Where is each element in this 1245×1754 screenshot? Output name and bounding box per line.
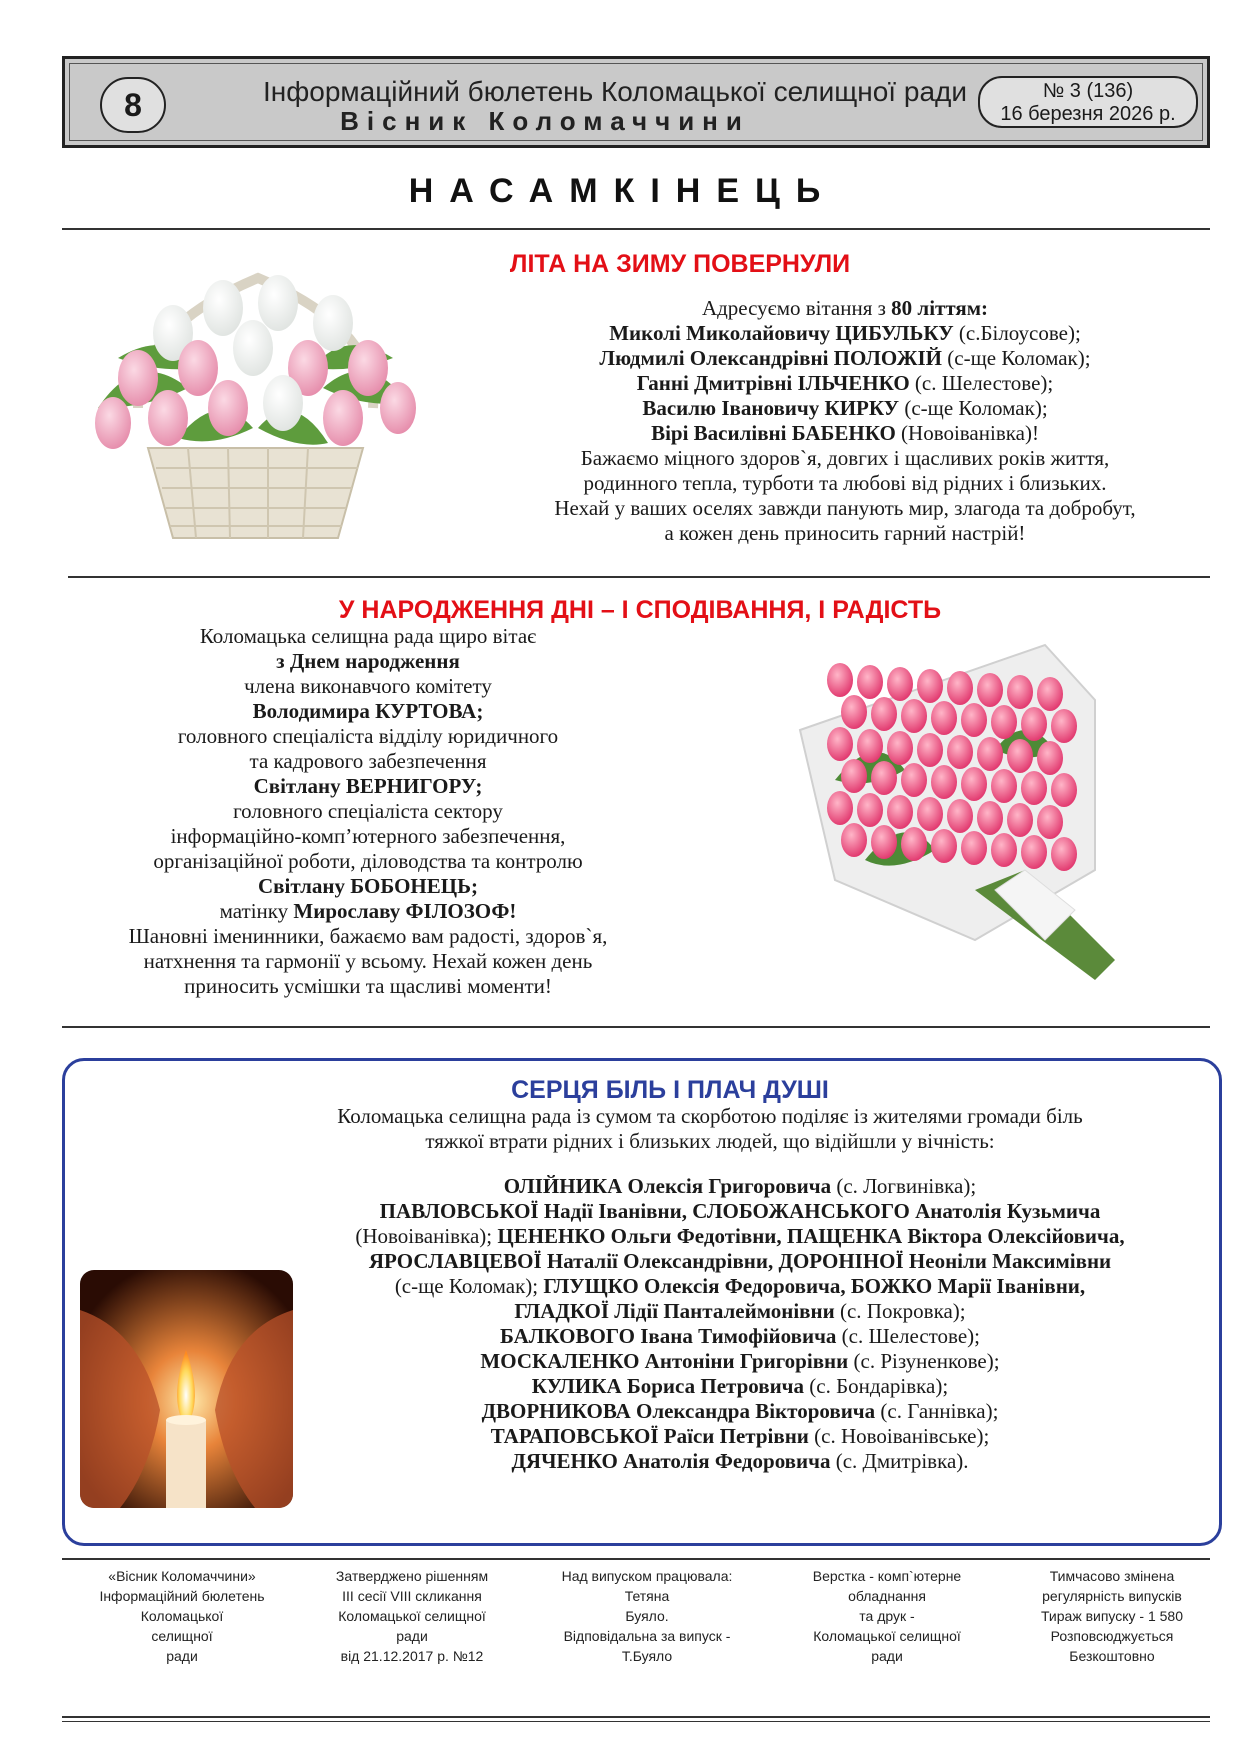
tulip-head (871, 825, 897, 859)
tulip-head (991, 705, 1017, 739)
birthday-line: Коломацька селищна рада щиро вітає (199, 624, 537, 648)
birthday-line: Володимира КУРТОВА; (252, 699, 484, 723)
header-inner-frame (69, 63, 1203, 141)
tulip-head (841, 823, 867, 857)
memorial-line: МОСКАЛЕНКО Антоніни Григорівни (с. Різуненкове); (480, 1349, 1000, 1373)
tulip-head (901, 827, 927, 861)
footer-text: Коломацької селищної (338, 1608, 486, 1624)
tulip-head (947, 735, 973, 769)
page-number: 8 (100, 77, 166, 133)
footer-text: ради (871, 1648, 903, 1664)
honoree-line: Вірі Василівні БАБЕНКО (Новоіванівка)! (651, 421, 1039, 445)
footer-imprint (62, 1566, 1222, 1706)
footer-text: III сесії VIII скликання (342, 1588, 482, 1604)
birthday-line: приносить усмішки та щасливі моменти! (184, 974, 552, 998)
divider (62, 228, 1210, 230)
tulip-head (857, 665, 883, 699)
footer-text: Тетяна (624, 1588, 670, 1604)
tulip-head (977, 737, 1003, 771)
birthday-line: Шановні іменинники, бажаємо вам радості, здоров`я, (128, 924, 608, 948)
tulip-head (977, 673, 1003, 707)
tulip-head (1051, 709, 1077, 743)
footer-text: Тираж випуску - 1 580 (1040, 1608, 1184, 1624)
tulip-head (991, 833, 1017, 867)
divider (68, 576, 1210, 578)
footer-text: Тимчасово змінена (1049, 1568, 1175, 1584)
footer-col-layout (787, 1566, 987, 1666)
footer-text: регулярність випусків (1042, 1588, 1182, 1604)
tulip-head (961, 703, 987, 737)
memorial-list (280, 1174, 1200, 1474)
footer-col-publication (82, 1566, 282, 1666)
footer-text: Т.Буяло (621, 1648, 673, 1664)
memorial-line: ДЯЧЕНКО Анатолія Федоровича (с. Дмитрівка). (511, 1449, 969, 1473)
memorial-line: (с-ще Коломак); ГЛУЩКО Олексія Федоровича, БОЖКО Марії Іванівни, (394, 1274, 1086, 1298)
birthday-line: Світлану БОБОНЕЦЬ; (258, 874, 478, 898)
tulip-head (931, 701, 957, 735)
footer-text: «Вісник Коломаччини» (108, 1568, 256, 1584)
birthday-line: та кадрового забезпечення (249, 749, 487, 773)
footer-text: Коломацької (140, 1608, 224, 1624)
tulip-head (1037, 677, 1063, 711)
issue-badge (978, 76, 1198, 128)
birthday-line: головного спеціаліста сектору (233, 799, 503, 823)
memorial-intro-line: Коломацька селищна рада із сумом та скорботою поділяє із жителями громади біль (337, 1104, 1083, 1128)
tulip-head (827, 791, 853, 825)
tulip-head (901, 763, 927, 797)
tulip-head (841, 759, 867, 793)
honoree-line: Ганні Дмитрівні ІЛЬЧЕНКО (с. Шелестове); (636, 371, 1054, 395)
footer-text: Над випуском працювала: (561, 1568, 733, 1584)
section-title: НАСАМКІНЕЦЬ (408, 172, 837, 210)
birthday-line: інформаційно-комп’ютерного забезпечення, (170, 824, 566, 848)
bulletin-title: Вісник Коломаччини (340, 106, 750, 136)
tulip-head (917, 797, 943, 831)
tulip-head (887, 731, 913, 765)
footer-col-approval (312, 1566, 512, 1666)
footer-text: обладнання (848, 1588, 926, 1604)
bulletin-header (62, 56, 1210, 148)
tulip-head (1021, 707, 1047, 741)
tulip-head (1007, 803, 1033, 837)
footer-text: та друк - (859, 1608, 915, 1624)
issue-number: № 3 (136) (1042, 80, 1134, 102)
memorial-line: КУЛИКА Бориса Петровича (с. Бондарівка); (531, 1374, 949, 1398)
tulip-head (1007, 739, 1033, 773)
memorial-line: ПАВЛОВСЬКОЇ Надії Іванівни, СЛОБОЖАНСЬКОГО Анатолія Кузьмича (379, 1199, 1101, 1223)
memorial-intro-line: тяжкої втрати рідних і близьких людей, що відійшли у вічність: (425, 1129, 995, 1153)
tulip-head (1037, 805, 1063, 839)
footer-text: селищної (151, 1628, 213, 1644)
tulip-head (857, 793, 883, 827)
footer-text: Безкоштовно (1069, 1648, 1155, 1664)
memorial-intro (250, 1104, 1170, 1154)
tulip-head (947, 799, 973, 833)
tulip-head (887, 795, 913, 829)
tulip-head (1037, 741, 1063, 775)
birthday-line: головного спеціаліста відділу юридичного (177, 724, 559, 748)
bulletin-subtitle: Інформаційний бюлетень Коломацької селищної ради (263, 76, 967, 107)
honoree-line: Василю Івановичу КИРКУ (с-ще Коломак); (642, 396, 1048, 420)
memorial-headline: СЕРЦЯ БІЛЬ І ПЛАЧ ДУШІ (511, 1076, 829, 1104)
tulip-head (901, 699, 927, 733)
tulip-basket-image (78, 238, 433, 548)
footer-text: Відповідальна за випуск - (563, 1628, 731, 1644)
footer-col-editor (542, 1566, 752, 1666)
tulip-head (827, 727, 853, 761)
memorial-line: БАЛКОВОГО Івана Тимофійовича (с. Шелестове); (500, 1324, 980, 1348)
birthday-line: матінку Мирославу ФІЛОЗОФ! (219, 899, 517, 923)
footer-text: Коломацької селищної (813, 1628, 961, 1644)
tulip-head (991, 769, 1017, 803)
footer-top-rule (62, 1558, 1210, 1560)
footer-text: Затверджено рішенням (335, 1568, 489, 1584)
memorial-line: ГЛАДКОЇ Лідії Панталеймонівни (с. Покровка); (514, 1299, 966, 1323)
tulip-head (931, 765, 957, 799)
footer-text: Верстка - комп`ютерне (812, 1568, 962, 1584)
wish-line: а кожен день приносить гарний настрій! (664, 521, 1026, 545)
tulip-head (961, 831, 987, 865)
tulip-head (947, 671, 973, 705)
tulip-head (1021, 771, 1047, 805)
tulip-head (917, 733, 943, 767)
wish-line: Бажаємо міцного здоров`я, довгих і щасливих років життя, (580, 446, 1110, 470)
birthday-line: з Днем народження (276, 649, 460, 673)
anniversary-greeting (480, 296, 1210, 546)
anniversary-intro: Адресуємо вітання з 80 літтям: (701, 296, 989, 320)
honoree-line: Миколі Миколайовичу ЦИБУЛЬКУ (с.Білоусове); (609, 321, 1081, 345)
candle-image (80, 1270, 293, 1508)
tulip-head (1051, 837, 1077, 871)
tulip-head (917, 669, 943, 703)
issue-date: 16 березня 2026 р. (1000, 103, 1176, 125)
memorial-line: (Новоіванівка); ЦЕНЕНКО Ольги Федотівни, ПАЩЕНКА Віктора Олексійовича, (355, 1224, 1125, 1248)
footer-text: від 21.12.2017 р. №12 (340, 1648, 484, 1664)
tulip-bouquet-image (795, 640, 1135, 990)
birthday-line: натхнення та гармонії у всьому. Нехай кожен день (143, 949, 593, 973)
memorial-line: ЯРОСЛАВЦЕВОЇ Наталії Олександрівни, ДОРОНІНОЇ Неоніли Максимівни (368, 1249, 1112, 1273)
birthday-line: організаційної роботи, діловодства та контролю (153, 849, 583, 873)
anniversary-headline: ЛІТА НА ЗИМУ ПОВЕРНУЛИ (509, 250, 851, 278)
footer-text: ради (396, 1628, 428, 1644)
tulip-head (857, 729, 883, 763)
memorial-line: ТАРАПОВСЬКОЇ Раїси Петрівни (с. Новоіванівське); (490, 1424, 990, 1448)
tulip-head (1007, 675, 1033, 709)
birthday-headline: У НАРОДЖЕННЯ ДНІ – І СПОДІВАННЯ, І РАДІСТЬ (338, 596, 942, 624)
footer-col-circulation (1012, 1566, 1212, 1666)
tulip-head (961, 767, 987, 801)
footer-text: Інформаційний бюлетень (99, 1588, 265, 1604)
honoree-line: Людмилі Олександрівні ПОЛОЖІЙ (с-ще Коломак); (599, 346, 1091, 370)
birthday-line: Світлану ВЕРНИГОРУ; (253, 774, 483, 798)
tulip-head (1051, 773, 1077, 807)
tulip-head (1021, 835, 1047, 869)
tulip-head (887, 667, 913, 701)
tulip-head (977, 801, 1003, 835)
tulip-head (871, 697, 897, 731)
footer-text: Розповсюджується (1050, 1628, 1174, 1644)
footer-text: ради (166, 1648, 198, 1664)
divider (62, 1026, 1210, 1028)
birthday-greeting (68, 624, 668, 999)
tulip-head (827, 663, 853, 697)
tulip-head (871, 761, 897, 795)
memorial-line: ДВОРНИКОВА Олександра Вікторовича (с. Ганнівка); (481, 1399, 999, 1423)
birthday-line: члена виконавчого комітету (244, 674, 492, 698)
footer-text: Буяло. (625, 1608, 669, 1624)
tulip-head (841, 695, 867, 729)
tulip-head (931, 829, 957, 863)
wish-line: родинного тепла, турботи та любові від рідних і близьких. (583, 471, 1107, 495)
footer-bottom-rule (62, 1716, 1210, 1722)
memorial-line: ОЛІЙНИКА Олексія Григоровича (с. Логвинівка); (503, 1174, 977, 1198)
wish-line: Нехай у ваших оселях завжди панують мир, злагода та добробут, (554, 496, 1136, 520)
